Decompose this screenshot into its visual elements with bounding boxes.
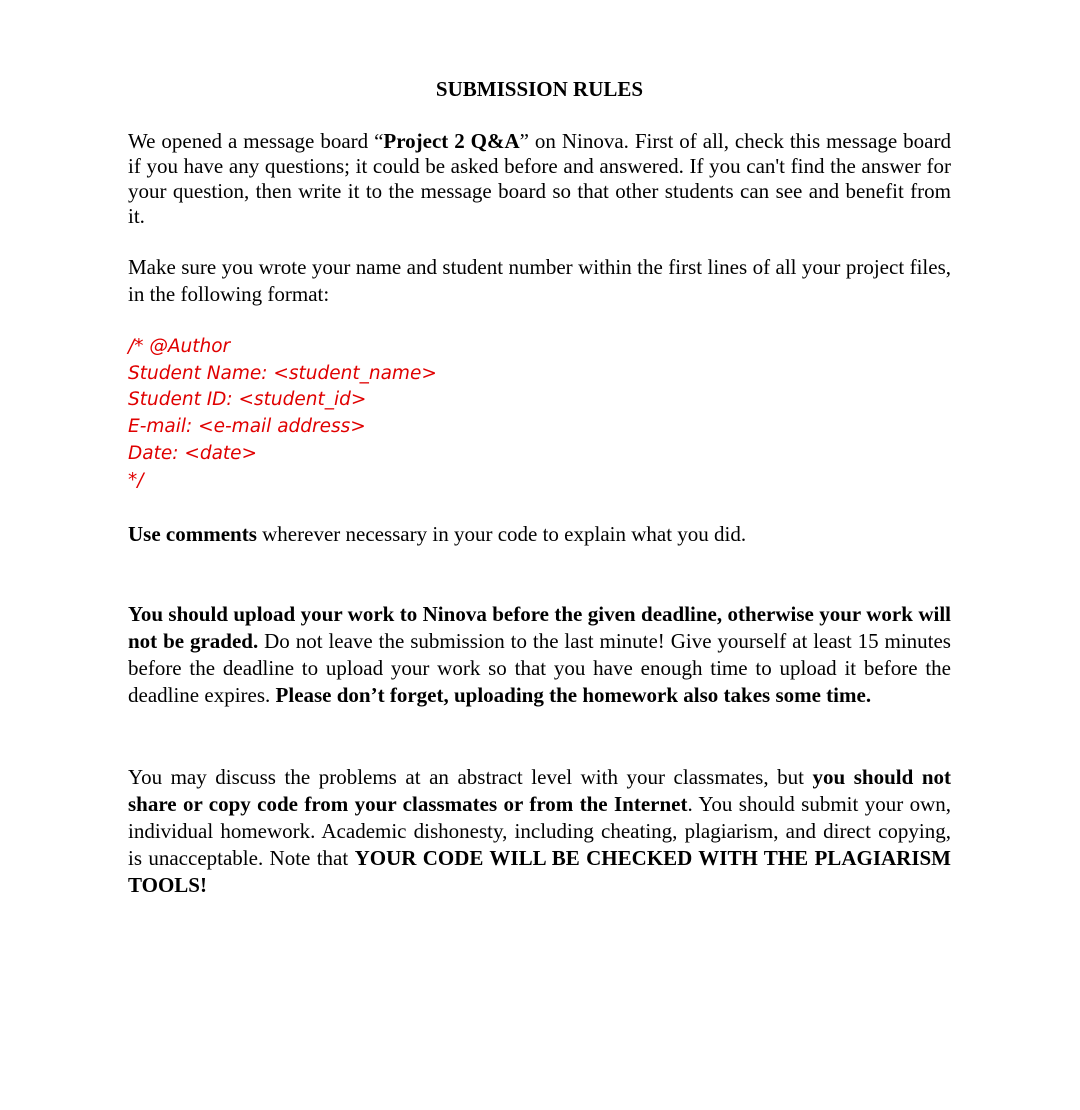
p1-text-start: We opened a message board “ xyxy=(128,129,384,153)
p4-bold-1: You should upload your work to Ninova before the given deadline, otherwise your work will not be graded. xyxy=(128,602,951,653)
name-format-paragraph xyxy=(128,254,951,308)
comments-paragraph xyxy=(128,521,951,548)
p4-text-1: Do not leave the submission to the last minute! Give yourself at least 15 minutes before the deadline to upload your work so that you have enough time to upload it before the deadline expires. xyxy=(128,629,951,707)
code-line-end: */ xyxy=(128,469,144,491)
p5-text-2: . You should submit your own, individual homework. Academic dishonesty, including cheating, plagiarism, and direct copying, is unacceptable. Note that xyxy=(128,792,951,870)
author-comment-template xyxy=(128,334,951,494)
code-line-date: Date: <date> xyxy=(128,442,258,464)
p5-bold-2: YOUR CODE WILL BE CHECKED WITH THE PLAGIARISM TOOLS! xyxy=(128,846,951,897)
code-line-student-id: Student ID: <student_id> xyxy=(128,389,367,411)
p3-text: wherever necessary in your code to explain what you did. xyxy=(256,522,747,546)
code-line-student-name: Student Name: <student_name> xyxy=(128,362,437,384)
p1-text-end: ” on Ninova. First of all, check this message board if you have any questions; it could be asked before and answered. If you can't find the answer for your question, then write it to the message board so that other students can see and benefit from it. xyxy=(128,129,951,228)
p1-board-name: Project 2 Q&A xyxy=(383,129,520,153)
code-line-email: E-mail: <e-mail address> xyxy=(128,416,366,438)
p5-bold-1: you should not share or copy code from your classmates or from the Internet xyxy=(128,765,951,816)
code-line-author: /* @Author xyxy=(128,336,231,357)
p3-bold: Use comments xyxy=(128,522,257,546)
p2-text: Make sure you wrote your name and student number within the first lines of all your project files, in the following format: xyxy=(128,255,951,306)
page-title: SUBMISSION RULES xyxy=(435,77,644,101)
p5-text-1: You may discuss the problems at an abstract level with your classmates, but xyxy=(128,765,813,789)
p4-bold-2: Please don’t forget, uploading the homework also takes some time. xyxy=(275,683,872,707)
deadline-paragraph xyxy=(128,601,951,709)
plagiarism-paragraph xyxy=(128,764,951,899)
message-board-paragraph xyxy=(128,129,951,229)
